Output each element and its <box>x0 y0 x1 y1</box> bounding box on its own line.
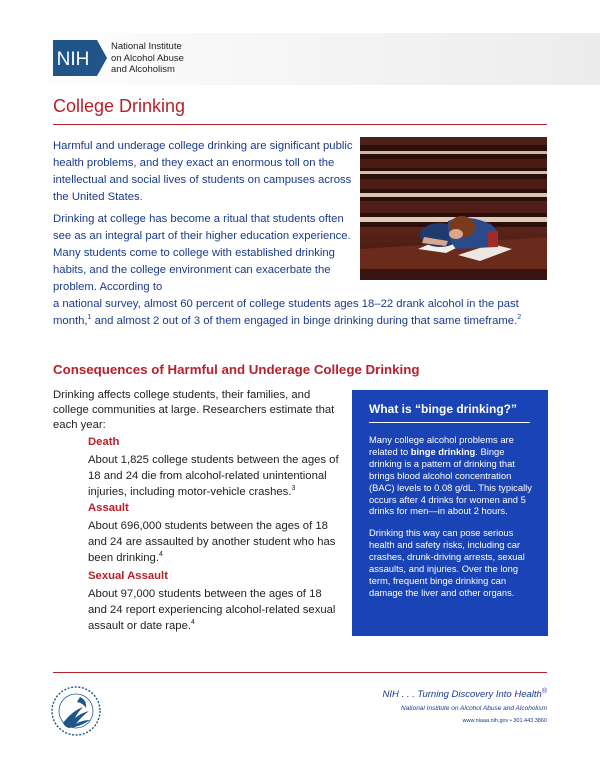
sexual-assault-text-body: About 97,000 students between the ages of 18 and 24 report experiencing alcohol-related sexual assault or date rape. <box>88 588 336 632</box>
sexual-assault-heading: Sexual Assault <box>88 570 168 582</box>
sidebar-p1-text-a: Many college alcohol problems are related to <box>369 434 514 457</box>
sidebar-p1-bold: binge drinking <box>410 445 476 457</box>
death-text <box>88 452 343 500</box>
title-divider <box>53 124 547 125</box>
footnote-ref-2: 2 <box>517 314 522 322</box>
death-text-body: About 1,825 college students between the ages of 18 and 24 die from alcohol-related unintentional injuries, including motor-vehicle crashes. <box>88 454 339 498</box>
hhs-seal-icon <box>50 685 102 737</box>
death-heading: Death <box>88 436 120 448</box>
registered-mark: ® <box>541 687 547 695</box>
page-title: College Drinking <box>53 96 186 116</box>
footnote-ref-1: 1 <box>87 314 92 322</box>
org-name-line-3: and Alcoholism <box>111 64 175 76</box>
binge-drinking-sidebar <box>352 390 548 636</box>
footer-tagline-text: NIH . . . Turning Discovery Into Health <box>382 689 542 700</box>
footnote-ref-3: 3 <box>291 485 296 493</box>
intro-paragraph-1: Harmful and underage college drinking are significant public health problems, and they exact an enormous toll on the intellectual and social lives of students on campuses across the United States. <box>53 140 353 203</box>
consequences-heading: Consequences of Harmful and Underage College Drinking <box>53 362 420 377</box>
intro-paragraph-3 <box>53 296 553 330</box>
intro-paragraph-3-text-b: and almost 2 out of 3 of them engaged in binge drinking during that same timeframe. <box>91 315 518 327</box>
org-name-line-2: on Alcohol Abuse <box>111 52 184 64</box>
footnote-ref-4b: 4 <box>191 619 195 627</box>
consequences-intro: Drinking affects college students, their families, and college communities at large. Researchers estimate that each year: <box>53 389 335 431</box>
org-name-line-1: National Institute <box>111 41 182 52</box>
footer-tagline <box>383 689 547 700</box>
org-name <box>111 41 184 76</box>
sidebar-p1-text-b: . Binge drinking is a pattern of drinking that brings blood alcohol concentration (BAC) levels to 0.08 g/dL. This typically occurs after 4 drinks for women and 5 drinks for men—in about 2 hours. <box>369 445 532 517</box>
assault-heading: Assault <box>88 502 129 514</box>
sidebar-paragraph-1 <box>369 434 535 517</box>
intro-paragraph-2: Drinking at college has become a ritual that students often see as an integral part of their higher education experience. Many students come to college with established drinking habits, and the college environment can exacerbate the problem. According to <box>53 213 351 293</box>
sexual-assault-text <box>88 586 343 634</box>
nih-logo-text: NIH <box>56 49 90 70</box>
assault-text-body: About 696,000 students between the ages of 18 and 24 are assaulted by another student who has been drinking. <box>88 520 336 564</box>
student-asleep-photo <box>360 137 547 280</box>
footer-org-name: National Institute on Alcohol Abuse and Alcoholism <box>401 705 547 712</box>
sidebar-title: What is “binge drinking?” <box>369 402 517 416</box>
sidebar-divider <box>369 422 530 423</box>
assault-text <box>88 518 343 566</box>
sidebar-paragraph-2: Drinking this way can pose serious health and safety risks, including car crashes, drunk-driving arrests, sexual assaults, and injuries. Over the long term, frequent binge drinking can damage the liver and other organs. <box>369 527 525 598</box>
intro-paragraph-3-text-a: a national survey, almost 60 percent of college students ages 18–22 drank alcohol in the past month, <box>53 298 519 327</box>
footnote-ref-4: 4 <box>158 551 163 559</box>
footer-contact: www.niaaa.nih.gov • 301.443.3860 <box>462 718 547 724</box>
footer-divider <box>53 672 547 673</box>
nih-logo <box>53 40 107 76</box>
